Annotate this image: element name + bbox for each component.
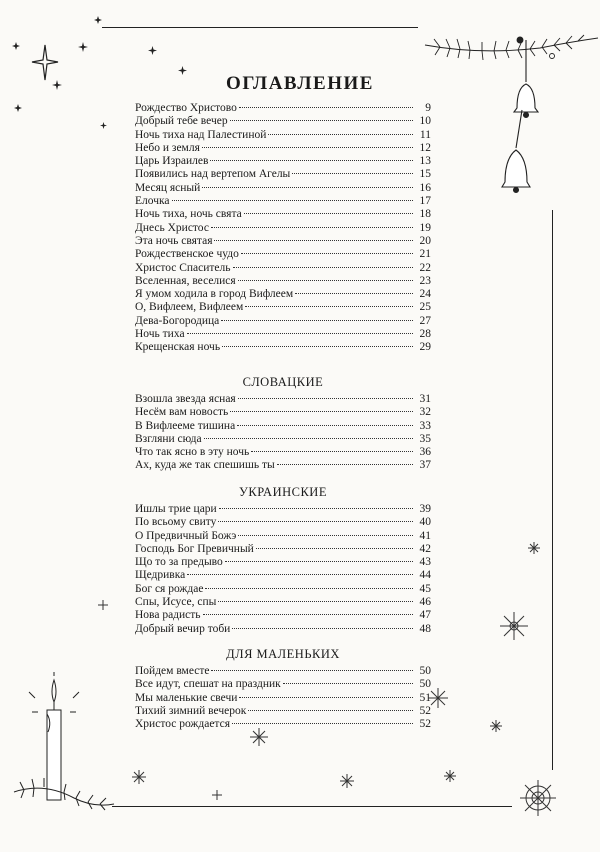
- toc-entry-title: Що то за предыво: [135, 556, 223, 569]
- toc-entry[interactable]: [135, 459, 431, 472]
- toc-entry[interactable]: [135, 543, 431, 556]
- dot-leader: [244, 213, 413, 214]
- toc-entry-page: 36: [419, 446, 431, 459]
- snowflake-icon: [444, 770, 456, 782]
- candle-icon: [14, 672, 114, 822]
- toc-entry[interactable]: [135, 288, 431, 301]
- toc-entry-page: 27: [419, 314, 431, 327]
- dot-leader: [237, 425, 413, 426]
- toc-entry-page: 21: [419, 248, 431, 261]
- star-icon: [148, 46, 157, 55]
- toc-entry[interactable]: [135, 665, 431, 678]
- toc-entry-page: 50: [419, 665, 431, 677]
- dot-leader: [248, 710, 413, 711]
- toc-entry-title: О Предвичный Божэ: [135, 529, 237, 542]
- toc-entry-page: 52: [419, 704, 431, 717]
- toc-entry[interactable]: [135, 208, 431, 221]
- toc-entry-page: 37: [419, 459, 431, 472]
- toc-entry[interactable]: [135, 168, 431, 181]
- dot-leader: [219, 508, 413, 509]
- toc-entry-title: Я умом ходила в город Вифлеем: [135, 288, 294, 301]
- star-icon: [78, 42, 88, 52]
- toc-entry[interactable]: [135, 262, 431, 275]
- toc-entry-title: Вселенная, веселися: [135, 274, 236, 287]
- toc-entry[interactable]: [135, 446, 431, 459]
- toc-entry-title: Небо и земля: [135, 141, 200, 154]
- dot-leader: [295, 293, 413, 294]
- toc-entry-page: 52: [419, 718, 431, 731]
- toc-entry-title: Господь Бог Превичный: [135, 542, 254, 555]
- toc-entry-title: Эта ночь святая: [135, 234, 213, 247]
- dot-leader: [214, 240, 413, 241]
- section-heading: СЛОВАЦКИЕ: [242, 375, 324, 389]
- toc-entry[interactable]: [135, 222, 431, 235]
- toc-entry-title: По всьому свиту: [135, 516, 217, 529]
- toc-entry-page: 46: [419, 596, 431, 609]
- toc-entry-page: 9: [425, 102, 431, 114]
- toc-entry-page: 33: [419, 419, 431, 432]
- toc-entry[interactable]: [135, 556, 431, 569]
- toc-entry-page: 51: [419, 691, 431, 704]
- toc-entry[interactable]: [135, 623, 431, 636]
- toc-entry-title: Пойдем вместе: [135, 665, 210, 677]
- toc-entry-title: Рождественское чудо: [135, 248, 239, 261]
- dot-leader: [218, 601, 413, 602]
- toc-entry-title: Появились над вертепом Агелы: [135, 168, 291, 181]
- toc-entry[interactable]: [135, 516, 431, 529]
- dot-leader: [232, 628, 413, 629]
- toc-entry-page: 20: [419, 234, 431, 247]
- toc-entry-page: 23: [419, 274, 431, 287]
- dot-leader: [205, 588, 413, 589]
- dot-leader: [202, 147, 413, 148]
- toc-entry[interactable]: [135, 406, 431, 419]
- toc-entry[interactable]: [135, 195, 431, 208]
- toc-entry-page: 24: [419, 288, 431, 301]
- toc-entry[interactable]: [135, 678, 431, 691]
- toc-entry[interactable]: [135, 301, 431, 314]
- toc-entry-page: 45: [419, 582, 431, 595]
- toc-entry-page: 25: [419, 301, 431, 314]
- toc-entry[interactable]: [135, 275, 431, 288]
- toc-entry-page: 19: [419, 221, 431, 234]
- toc-entry-title: Месяц ясный: [135, 181, 201, 194]
- toc-entry-page: 35: [419, 432, 431, 445]
- toc-entry-title: Несём вам новость: [135, 406, 229, 419]
- dot-leader: [211, 670, 413, 671]
- toc-entry-page: 43: [419, 556, 431, 569]
- toc-entry-page: 47: [419, 609, 431, 622]
- toc-entry[interactable]: [135, 503, 431, 516]
- toc-entry-title: Дева-Богородица: [135, 314, 220, 327]
- toc-entry-title: Тихий зимний вечерок: [135, 704, 247, 717]
- toc-entry[interactable]: [135, 115, 431, 128]
- toc-entry[interactable]: [135, 248, 431, 261]
- toc-entry[interactable]: [135, 102, 431, 115]
- star-icon: [178, 66, 187, 75]
- dot-leader: [251, 451, 413, 452]
- toc-entry-title: Елочка: [135, 195, 170, 208]
- toc-entry-page: 28: [419, 328, 431, 341]
- toc-section-main: [135, 102, 431, 355]
- toc-entry-title: Крещенская ночь: [135, 341, 221, 354]
- toc-entry-title: Спы, Исусе, спы: [135, 596, 217, 609]
- frame-bottom-line: [112, 806, 512, 807]
- dot-leader: [222, 346, 413, 347]
- toc-entry-page: 44: [419, 569, 431, 582]
- dot-leader: [203, 614, 413, 615]
- toc-entry-title: Нова радисть: [135, 609, 201, 622]
- bell-icon: [506, 40, 546, 120]
- toc-entry-title: Мы маленькие свечи: [135, 691, 238, 704]
- toc-entry[interactable]: [135, 583, 431, 596]
- toc-entry-page: 22: [419, 261, 431, 274]
- toc-entry-title: Что так ясно в эту ночь: [135, 446, 250, 459]
- toc-entry-title: Все идут, спешат на праздник: [135, 678, 281, 691]
- toc-section-kids: [135, 647, 431, 731]
- toc-entry-title: Ночь тиха над Палестиной: [135, 128, 267, 141]
- dot-leader: [245, 306, 413, 307]
- dot-leader: [268, 134, 413, 135]
- frame-right-line: [552, 210, 553, 770]
- toc-entry-page: 39: [419, 503, 431, 515]
- star-icon: [14, 104, 22, 112]
- toc-entry-page: 40: [419, 516, 431, 529]
- snowflake-icon: [520, 780, 556, 816]
- snowflake-icon: [98, 600, 108, 610]
- toc-entry-title: Добрый вечир тоби: [135, 622, 231, 635]
- toc-entry-title: Взошла звезда ясная: [135, 393, 236, 405]
- toc-entry-page: 11: [419, 128, 431, 141]
- dot-leader: [210, 160, 413, 161]
- toc-entry-title: В Вифлееме тишина: [135, 419, 236, 432]
- toc-entry-title: О, Вифлеем, Вифлеем: [135, 301, 244, 314]
- frame-top-line: [102, 27, 418, 28]
- snowflake-icon: [528, 542, 540, 554]
- toc-section-ukrainian: [135, 485, 431, 636]
- toc-entry-title: Бог ся рождае: [135, 582, 204, 595]
- dot-leader: [239, 697, 413, 698]
- star-icon: [12, 42, 20, 50]
- toc-entry-page: 41: [419, 529, 431, 542]
- snowflake-icon: [212, 790, 222, 800]
- dot-leader: [172, 200, 413, 201]
- star-icon: [52, 80, 62, 90]
- toc-entry-page: 13: [419, 155, 431, 168]
- toc-entry-page: 12: [419, 141, 431, 154]
- dot-leader: [283, 683, 413, 684]
- star-icon: [94, 16, 102, 24]
- toc-section-slovak: [135, 375, 431, 473]
- toc-entry[interactable]: [135, 420, 431, 433]
- toc-entry[interactable]: [135, 596, 431, 609]
- dot-leader: [225, 561, 413, 562]
- toc-entry[interactable]: [135, 530, 431, 543]
- dot-leader: [238, 280, 413, 281]
- toc-entry-page: 18: [419, 208, 431, 221]
- toc-entry-title: Ах, куда же так спешишь ты: [135, 459, 275, 472]
- toc-entry-page: 10: [419, 115, 431, 128]
- toc-entry-title: Ишлы трие цари: [135, 503, 217, 515]
- toc-entry-title: Ночь тиха, ночь свята: [135, 208, 242, 221]
- dot-leader: [256, 548, 413, 549]
- toc-entry-page: 42: [419, 542, 431, 555]
- dot-leader: [238, 535, 413, 536]
- toc-entry-title: Христос Спаситель: [135, 261, 231, 274]
- dot-leader: [230, 411, 413, 412]
- toc-entry[interactable]: [135, 393, 431, 406]
- toc-entry-title: Щедривка: [135, 569, 186, 582]
- dot-leader: [238, 398, 413, 399]
- toc-entry[interactable]: [135, 129, 431, 142]
- toc-entry[interactable]: [135, 182, 431, 195]
- snowflake-icon: [500, 612, 528, 640]
- toc-entry-title: Христос рождается: [135, 718, 230, 731]
- section-heading: ДЛЯ МАЛЕНЬКИХ: [226, 647, 340, 661]
- toc-entry[interactable]: [135, 692, 431, 705]
- bell-icon: [496, 110, 536, 195]
- toc-entry[interactable]: [135, 569, 431, 582]
- dot-leader: [204, 438, 413, 439]
- snowflake-icon: [428, 688, 448, 708]
- toc-entry[interactable]: [135, 142, 431, 155]
- dot-leader: [239, 107, 413, 108]
- toc-entry-page: 29: [419, 341, 431, 354]
- toc-entry-page: 50: [419, 678, 431, 691]
- dot-leader: [221, 320, 413, 321]
- toc-entry-title: Царь Израилев: [135, 155, 209, 168]
- dot-leader: [187, 333, 413, 334]
- snowflake-icon: [132, 770, 146, 784]
- dot-leader: [233, 267, 413, 268]
- dot-leader: [277, 464, 413, 465]
- toc-entry[interactable]: [135, 235, 431, 248]
- dot-leader: [241, 253, 413, 254]
- dot-leader: [232, 723, 413, 724]
- toc-entry[interactable]: [135, 705, 431, 718]
- snowflake-icon: [250, 728, 268, 746]
- snowflake-icon: [490, 720, 502, 732]
- dot-leader: [230, 120, 413, 121]
- toc-entry[interactable]: [135, 718, 431, 731]
- page-title: ОГЛАВЛЕНИЕ: [226, 73, 374, 94]
- section-heading: УКРАИНСКИЕ: [239, 485, 327, 499]
- toc-entry-page: 32: [419, 406, 431, 419]
- snowflake-icon: [340, 774, 354, 788]
- toc-entry-title: Рождество Христово: [135, 102, 237, 114]
- toc-entry[interactable]: [135, 155, 431, 168]
- toc-entry-title: Взгляни сюда: [135, 432, 202, 445]
- toc-entry-page: 15: [419, 168, 431, 181]
- dot-leader: [218, 521, 413, 522]
- dot-leader: [292, 173, 413, 174]
- dot-leader: [202, 187, 413, 188]
- toc-entry-title: Днесь Христос: [135, 221, 209, 234]
- dot-leader: [187, 574, 413, 575]
- toc-entry-title: Ночь тиха: [135, 328, 185, 341]
- dot-leader: [211, 227, 413, 228]
- toc-entry-page: 17: [419, 195, 431, 208]
- toc-entry-page: 16: [419, 181, 431, 194]
- toc-entry[interactable]: [135, 315, 431, 328]
- toc-entry[interactable]: [135, 341, 431, 354]
- toc-entry-page: 48: [419, 622, 431, 635]
- toc-entry[interactable]: [135, 328, 431, 341]
- toc-entry[interactable]: [135, 433, 431, 446]
- toc-entry[interactable]: [135, 609, 431, 622]
- toc-entry-title: Добрый тебе вечер: [135, 115, 228, 128]
- toc-entry-page: 31: [419, 393, 431, 405]
- star-icon: [100, 122, 107, 129]
